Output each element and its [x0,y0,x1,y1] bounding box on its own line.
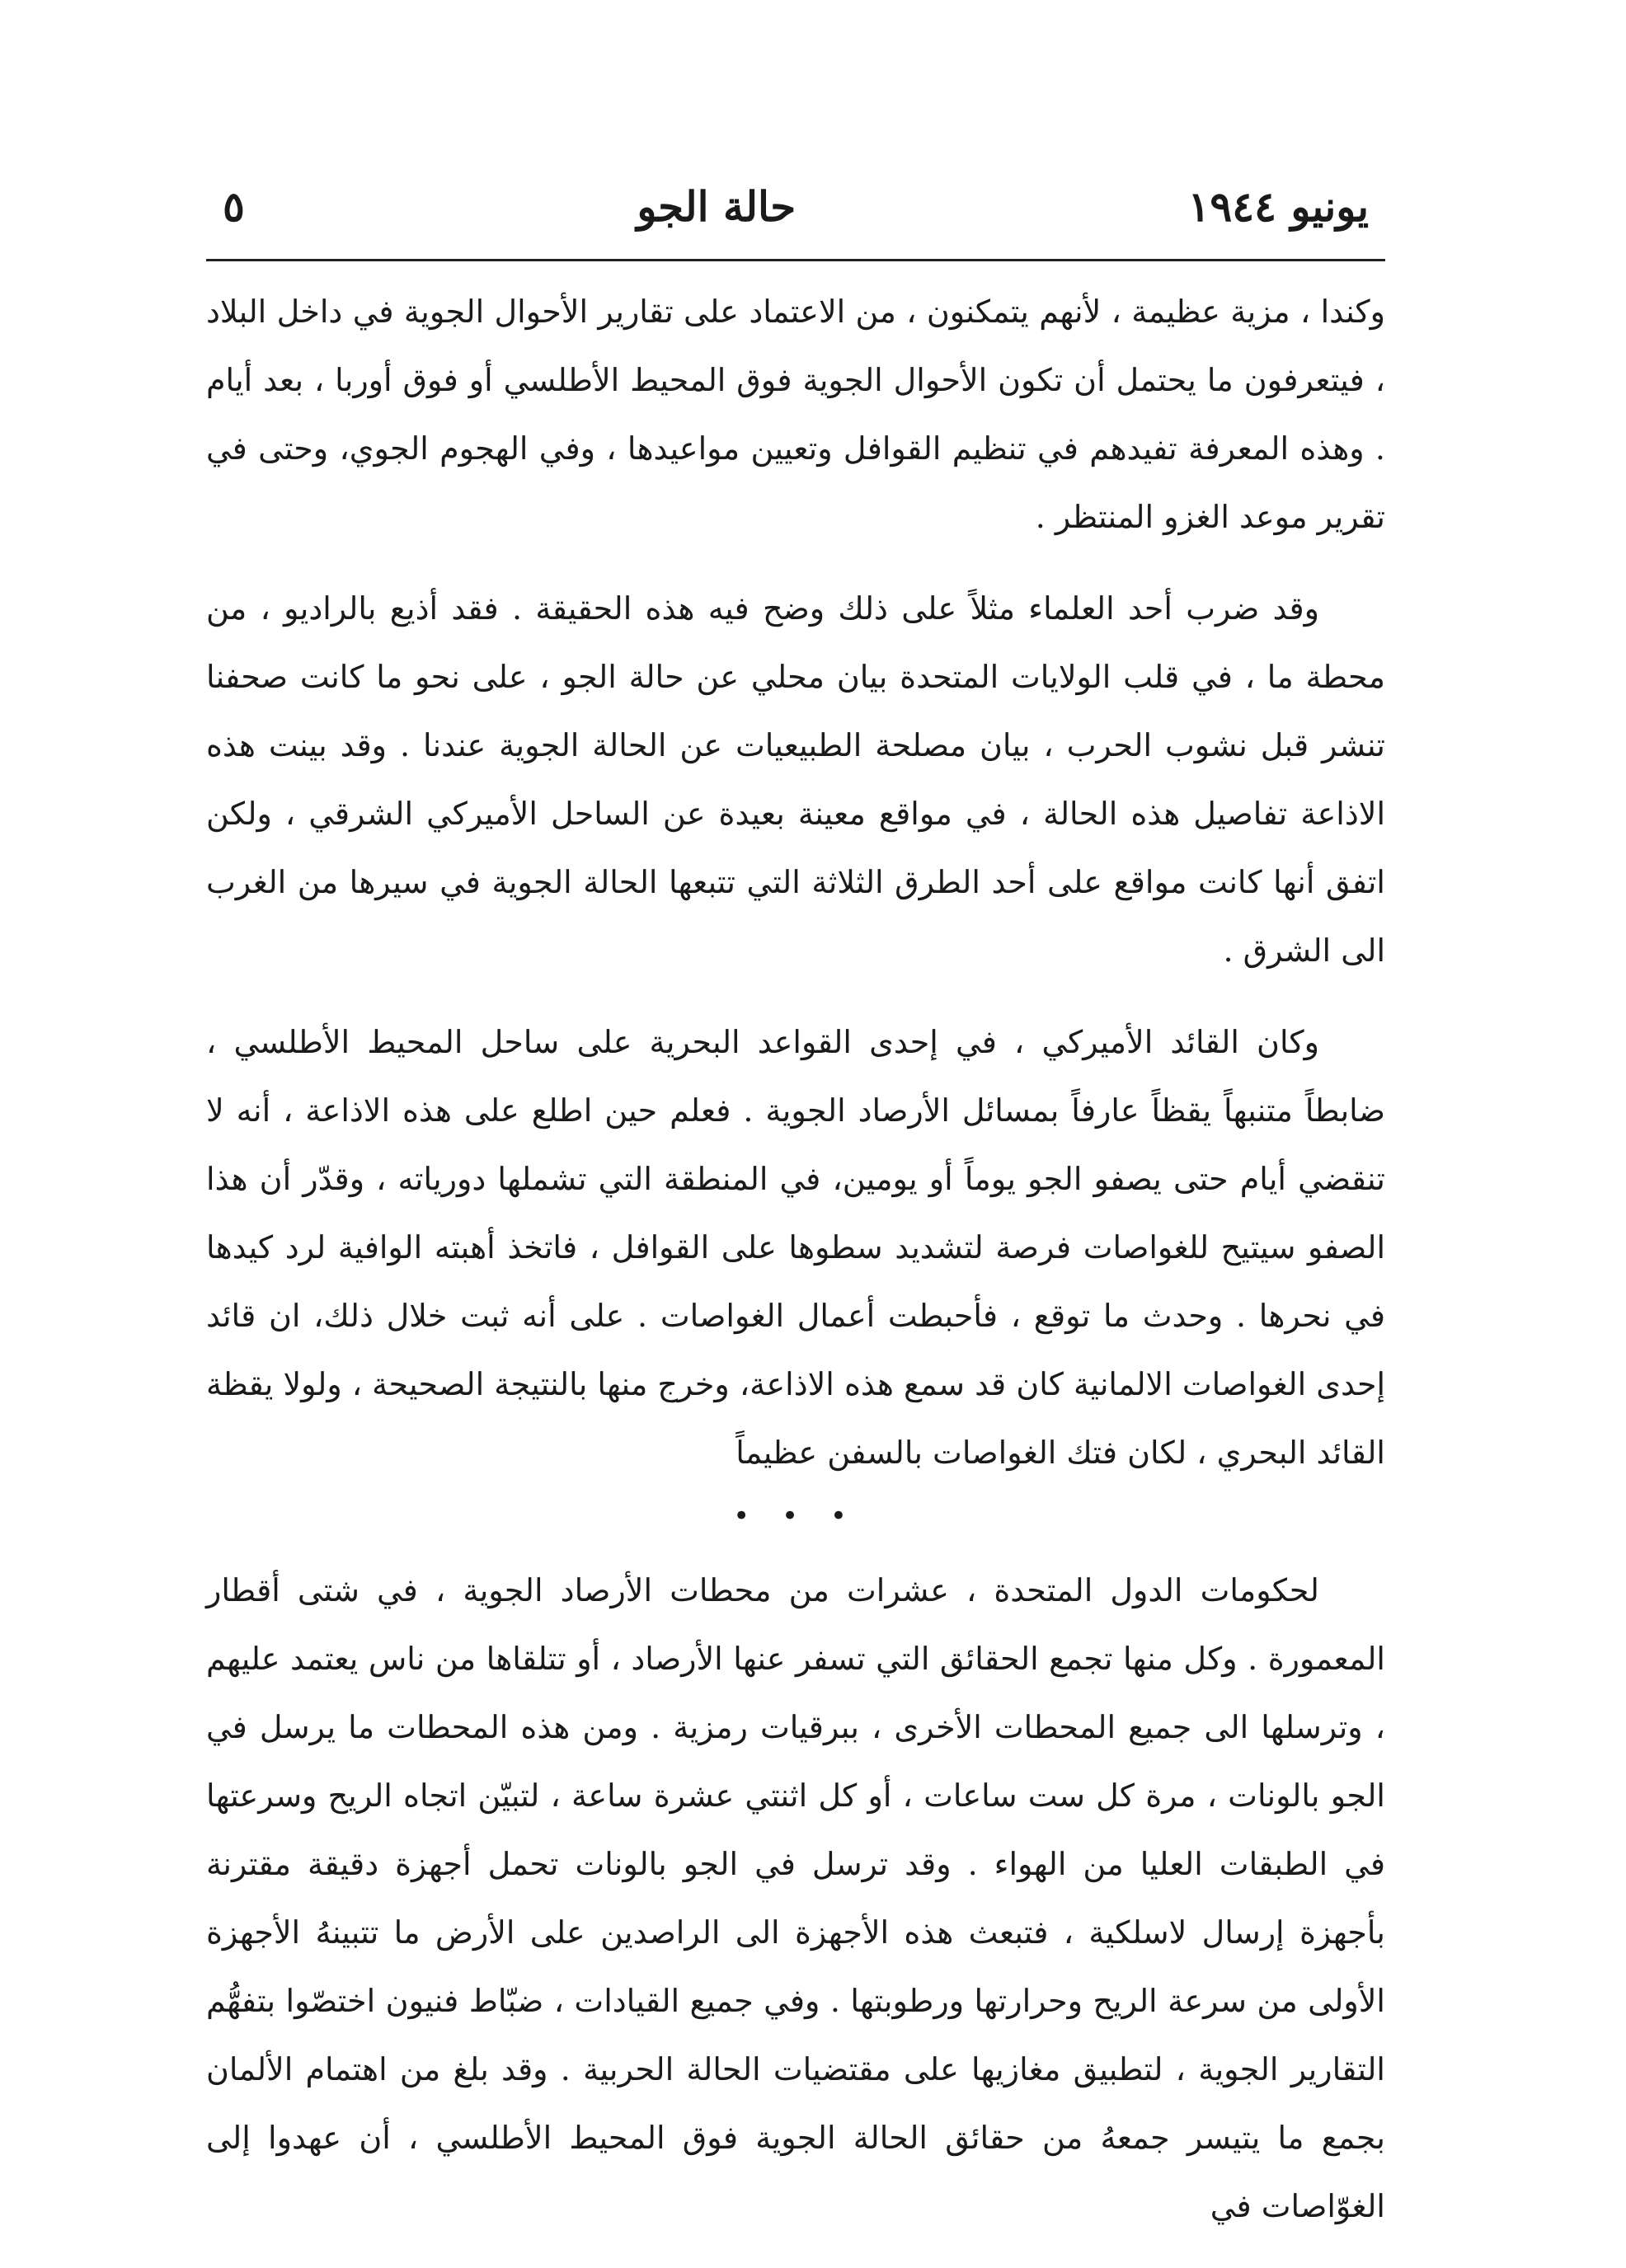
section-separator: • • • [733,1500,858,1533]
paragraph-1: وكندا ، مزية عظيمة ، لأنهم يتمكنون ، من الاعتماد على تقارير الأحوال الجوية في داخل البلاد ، فيتعرفون ما يحتمل أن تكون الأحوال الجوية فوق المحيط الأطلسي أو فوق أوربا ، بعد أيام . وهذه المعرفة تفيدهم في تنظيم القوافل وتعيين مواعيدها ، وفي الهجوم الجوي، وحتى في تقرير موعد الغزو المنتظر . [206,293,1385,535]
paragraph-4: لحكومات الدول المتحدة ، عشرات من محطات الأرصاد الجوية ، في شتى أقطار المعمورة . وكل منها تجمع الحقائق التي تسفر عنها الأرصاد ، أو تتلقاها من ناس يعتمد عليهم ، وترسلها الى جميع المحطات الأخرى ، ببرقيات رمزية . ومن هذه المحطات ما يرسل في الجو بالونات ، مرة كل ست ساعات ، أو كل اثنتي عشرة ساعة ، لتبيّن اتجاه الريح وسرعتها في الطبقات العليا من الهواء . وقد ترسل في الجو بالونات تحمل أجهزة دقيقة مقترنة بأجهزة إرسال لاسلكية ، فتبعث هذه الأجهزة الى الراصدين على الأرض ما تتبينهُ الأجهزة الأولى من سرعة الريح وحرارتها ورطوبتها . وفي جميع القيادات ، ضبّاط فنيون اختصّوا بتفهُّم التقارير الجوية ، لتطبيق مغازيها على مقتضيات الحالة الحربية . وقد بلغ من اهتمام الألمان بجمع ما يتيسر جمعهُ من حقائق الحالة الجوية فوق المحيط الأطلسي ، أن عهدوا إلى الغوّاصات في [206,1572,1385,2224]
page-number: ٥ [223,182,245,231]
header-rule [206,259,1385,261]
header-title: حالة الجو [637,182,797,231]
header-date: يونيو ١٩٤٤ [1187,182,1369,231]
paragraph-2: وقد ضرب أحد العلماء مثلاً على ذلك وضح فيه هذه الحقيقة . فقد أذيع بالراديو ، من محطة ما ، في قلب الولايات المتحدة بيان محلي عن حالة الجو ، على نحو ما كانت صحفنا تنشر قبل نشوب الحرب ، بيان مصلحة الطبيعيات عن الحالة الجوية عندنا . وقد بينت هذه الاذاعة تفاصيل هذه الحالة ، في مواقع معينة بعيدة عن الساحل الأميركي الشرقي ، ولكن اتفق أنها كانت مواقع على أحد الطرق الثلاثة التي تتبعها الحالة الجوية في سيرها من الغرب الى الشرق . [206,590,1385,969]
paragraph-3: وكان القائد الأميركي ، في إحدى القواعد البحرية على ساحل المحيط الأطلسي ، ضابطاً متنبهاً يقظاً عارفاً بمسائل الأرصاد الجوية . فعلم حين اطلع على هذه الاذاعة ، أنه لا تنقضي أيام حتى يصفو الجو يوماً أو يومين، في المنطقة التي تشملها دورياته ، وقدّر أن هذا الصفو سيتيح للغواصات فرصة لتشديد سطوها على القوافل ، فاتخذ أهبته الوافية لرد كيدها في نحرها . وحدث ما توقع ، فأحبطت أعمال الغواصات . على أنه ثبت خلال ذلك، ان قائد إحدى الغواصات الالمانية كان قد سمع هذه الاذاعة، وخرج منها بالنتيجة الصحيحة ، ولولا يقظة القائد البحري ، لكان فتك الغواصات بالسفن عظيماً [206,1024,1385,1471]
page-header [206,132,1385,231]
document-page [206,132,1385,2226]
